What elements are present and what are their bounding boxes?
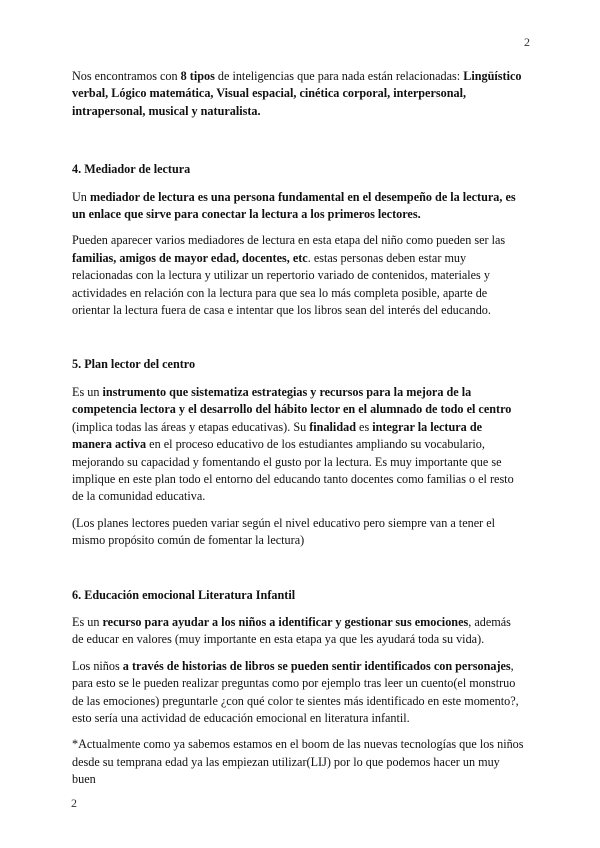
section-6-paragraph-2: Los niños a través de historias de libros se pueden sentir identificados con personajes, para esto se le pueden realizar preguntas como por ejemplo tras leer un cuento(el monstruo de las emociones) preguntarle ¿con qué color te sientes más identificado en este momento?, esto sería una actividad de educación emocional en literatura infantil. (72, 658, 519, 725)
section-6-paragraph-1: Es un recurso para ayudar a los niños a identificar y gestionar sus emociones, además de educar en valores (muy importante en esta etapa ya que les ayudará toda su vida). (72, 614, 511, 647)
section-5-paragraph-2: (Los planes lectores pueden variar según el nivel educativo pero siempre van a tener el mismo propósito común de fomentar la lectura) (72, 515, 496, 548)
section-4-heading: 4. Mediador de lectura (72, 162, 191, 177)
section-4-paragraph-2: Pueden aparecer varios mediadores de lectura en esta etapa del niño como pueden ser las familias, amigos de mayor edad, docentes, etc. estas personas deben estar muy relacionadas con la lectura y utilizar un repertorio variado de contenidos, materiales y actividades en relación con la lectura para que sea lo más completa posible, aparte de orientar la lectura fuera de casa e intentar que los libros sean del interés del educando. (72, 233, 506, 318)
page-number-bottom: 2 (71, 796, 77, 810)
document-body (72, 68, 524, 798)
section-6-paragraph-3: *Actualmente como ya sabemos estamos en el boom de las nuevas tecnologías que los niños desde su temprana edad ya las empiezan utilizar(LIJ) por lo que podemos hacer un muy buen (72, 737, 524, 787)
section-5-heading: 5. Plan lector del centro (72, 357, 196, 372)
section-6-heading: 6. Educación emocional Literatura Infantil (72, 587, 296, 602)
page-number-top: 2 (524, 35, 530, 49)
intro-paragraph: Nos encontramos con 8 tipos de inteligencias que para nada están relacionadas: Lingüístico verbal, Lógico matemática, Visual espacial, cinética corporal, interpersonal, intrapersonal, musical y naturalista. (72, 69, 522, 118)
section-5-paragraph-1: Es un instrumento que sistematiza estrategias y recursos para la mejora de la competencia lectora y el desarrollo del hábito lector en el alumnado de todo el centro (implica todas las áreas y etapas educativas). Su finalidad es integrar la lectura de manera activa en el proceso educativo de los estudiantes ampliando su vocabulario, mejorando su capacidad y fomentando el gusto por la lectura. Es muy importante que se implique en este plan todo el entorno del educando tanto docentes como familias o el resto de la comunidad educativa. (72, 384, 514, 504)
section-4-paragraph-1: Un mediador de lectura es una persona fundamental en el desempeño de la lectura, es un enlace que sirve para conectar la lectura a los primeros lectores. (72, 189, 516, 222)
